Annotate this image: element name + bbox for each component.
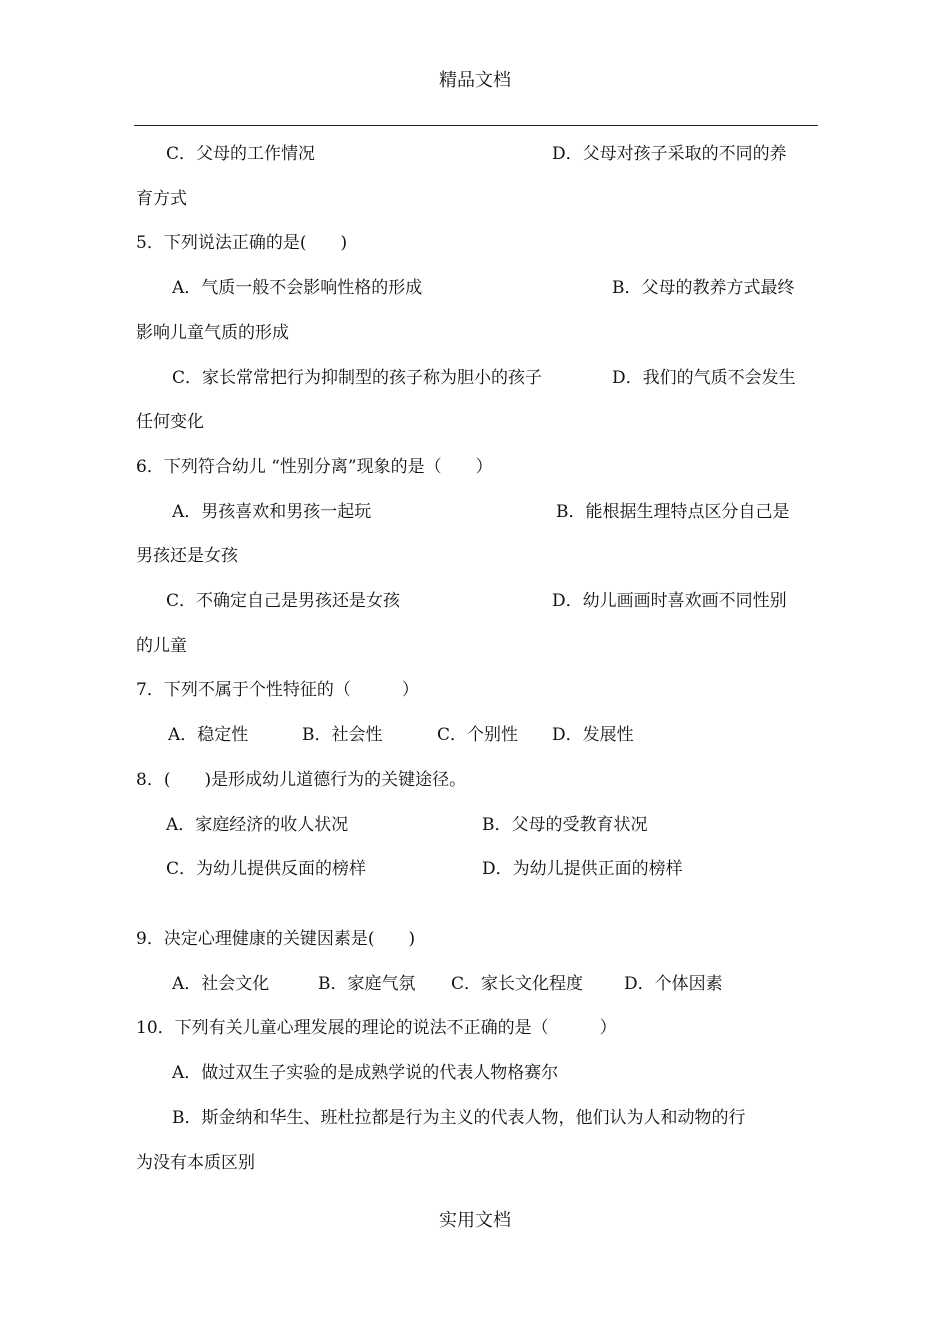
- q6-option-b: B．能根据生理特点区分自己是: [556, 502, 790, 522]
- q8-option-c: C．为幼儿提供反面的榜样: [166, 859, 367, 879]
- q6-option-d: D．幼儿画画时喜欢画不同性别: [552, 591, 787, 611]
- q7-option-c: C．个别性: [437, 725, 519, 745]
- q5-option-d: D．我们的气质不会发生: [612, 368, 796, 388]
- q6-option-a: A．男孩喜欢和男孩一起玩: [172, 502, 372, 522]
- q5-option-b: B．父母的教养方式最终: [612, 278, 795, 298]
- q8-option-d: D．为幼儿提供正面的榜样: [482, 859, 683, 879]
- q4-option-c: C．父母的工作情况: [166, 144, 316, 164]
- q9-option-a: A．社会文化: [172, 974, 270, 994]
- q6-option-d-wrap: 的儿童: [136, 636, 187, 656]
- q8-option-b: B．父母的受教育状况: [482, 815, 648, 835]
- q10-option-b-wrap: 为没有本质区别: [136, 1153, 255, 1173]
- q10-option-a: A．做过双生子实验的是成熟学说的代表人物格赛尔: [172, 1063, 559, 1083]
- q8-stem: 8．( )是形成幼儿道德行为的关键途径。: [136, 770, 467, 790]
- q8-option-a: A．家庭经济的收人状况: [166, 815, 349, 835]
- q7-stem: 7．下列不属于个性特征的（ ）: [136, 680, 419, 700]
- q7-option-a: A．稳定性: [168, 725, 249, 745]
- q5-stem: 5．下列说法正确的是( ): [136, 233, 348, 253]
- q9-option-d: D．个体因素: [624, 974, 723, 994]
- q6-stem: 6．下列符合幼儿 “性别分离”现象的是（ ）: [136, 457, 493, 477]
- q5-option-a: A．气质一般不会影响性格的形成: [172, 278, 423, 298]
- q7-option-b: B．社会性: [302, 725, 383, 745]
- q10-option-b: B．斯金纳和华生、班杜拉都是行为主义的代表人物，他们认为人和动物的行: [172, 1108, 746, 1128]
- q6-option-b-wrap: 男孩还是女孩: [136, 546, 238, 566]
- q6-option-c: C．不确定自己是男孩还是女孩: [166, 591, 401, 611]
- header-divider: [134, 125, 818, 126]
- page-header: 精品文档: [439, 70, 511, 91]
- q5-option-c: C．家长常常把行为抑制型的孩子称为胆小的孩子: [172, 368, 543, 388]
- q9-option-b: B．家庭气氛: [318, 974, 416, 994]
- q9-stem: 9．决定心理健康的关键因素是( ): [136, 929, 416, 949]
- q10-stem: 10．下列有关儿童心理发展的理论的说法不正确的是（ ）: [136, 1018, 617, 1038]
- q7-option-d: D．发展性: [552, 725, 634, 745]
- q4-option-d-wrap: 育方式: [136, 189, 187, 209]
- q5-option-d-wrap: 任何变化: [136, 412, 204, 432]
- q4-option-d: D．父母对孩子采取的不同的养: [552, 144, 787, 164]
- page-footer: 实用文档: [439, 1210, 511, 1231]
- q5-option-b-wrap: 影响儿童气质的形成: [136, 323, 289, 343]
- q9-option-c: C．家长文化程度: [451, 974, 584, 994]
